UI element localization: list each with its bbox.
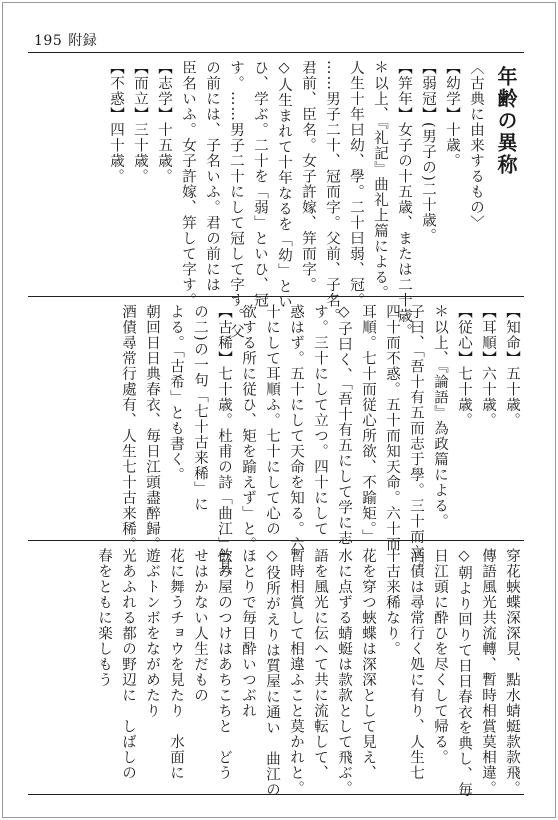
text-line: 十にして耳順ふ。七十にして心の [264,304,280,537]
running-header [34,30,97,50]
text-line: 惑はず。五十にして天命を知る。六 [288,304,304,552]
text-line: 遊ぶトンボをながめたり [144,548,160,719]
text-line: 【笄年】女子の十五歳、または二十歳。 [396,60,412,339]
text-line: 語を風光に伝へて共に流転して、 [312,548,328,781]
page-title: 年齢の異称 [494,66,518,176]
text-line: 花を穿つ蛺蝶は深深として見え、 [360,548,376,781]
text-line: ◇子曰く、「吾十有五にして学に志 [336,304,352,547]
header-rule [28,52,524,53]
text-line: 【志学】十五歳。 [156,60,172,184]
text-line: 酒債尋常行處有、人生七十古来稀。 [120,304,136,552]
text-line: 【弱冠】(男子の)二十歳。 [420,60,436,244]
text-line: 十古来稀なり。 [384,548,400,657]
text-line: 穿花蛺蝶深深見、點水蜻蜓款款飛。 [504,548,520,796]
bottom-text-block [92,548,524,798]
text-line: 子曰、「吾十有五而志于學。三十而立。 [408,304,424,576]
text-line: 【幼学】十歳。 [444,60,460,169]
text-line: の前には、子名いふ。君の前には [204,60,220,293]
text-line: ◇人生まれて十年なるを「幼」とい [276,60,292,310]
text-line: せはかない人生だもの [192,548,208,703]
text-line: ほとりで毎日酔いつぶれ [240,548,256,719]
text-line: 暫時相賞して相違ふこと莫かれと。 [288,548,304,796]
text-line: 耳順。七十而従心所欲、不踰矩。」 [360,304,376,545]
text-line: 日江頭に酔ひを尽くして帰る。 [432,548,448,765]
text-line: 水に点ずる蜻蜓は款款として飛ぶ。 [336,548,352,796]
text-line: 【而立】三十歳。 [132,60,148,184]
text-line: ひ、学ぶ。二十を「弱」といひ、冠 [252,60,268,308]
text-line: 【古稀】七十歳。杜甫の詩「曲江」(其 [216,304,232,575]
text-line: す。三十にして立つ。四十にして [312,304,328,537]
text-line: 飲み屋のつけはあちこちと どう [216,548,232,781]
top-text-block [104,60,488,339]
text-line: 傳語風光共流轉、暫時相賞莫相違。 [480,548,496,796]
text-line: 春をともに楽しもう [96,548,112,688]
text-line: 〈古典に由来するもの〉 [468,60,484,231]
text-line: 欲する所に従ひ、矩を踰えず」と。 [240,304,256,552]
text-line: 酒債は尋常行く処に有り、人生七 [408,548,424,781]
footer-rule [28,794,524,795]
text-line: 【知命】五十歳。 [504,304,520,428]
text-line: ＊以上、『論語』為政篇による。 [432,304,448,530]
middle-text-block [116,304,524,576]
text-line: ◇朝より回りて日日春衣を典し、毎 [456,548,472,798]
text-line: ＊以上、『礼記』曲礼上篇による。 [372,60,388,301]
text-line: 【従心】七十歳。 [456,304,472,428]
text-line: ……男子二十、冠而字。父前、子名。 [324,60,340,324]
text-line: 光あふれる都の野辺に しばしの [120,548,136,781]
text-line: 四十而不惑。五十而知天命。六十而 [384,304,400,552]
page-number: 195 [34,33,63,49]
text-line: 花に舞うチョウを見たり 水面に [168,548,184,781]
section-label: 附録 [68,33,98,49]
text-line: 【耳順】六十歳。 [480,304,496,428]
section-rule-lower [28,540,524,541]
text-line: 臣名いふ。女子許嫁、笄して字す。 [180,60,196,308]
text-line: 【不惑】四十歳。 [108,60,124,184]
text-line: の二)の一句「七十古来稀」に [192,304,208,513]
text-line: 人生十年曰幼、學。二十曰弱、冠。 [348,60,364,308]
text-line: 朝回日日典春衣、毎日江頭盡醉歸。 [144,304,160,552]
text-line: 君前、臣名。女子許嫁、笄而字。 [300,60,316,293]
section-rule-upper [28,296,524,297]
text-line: す。……男子二十にして冠して字す。父 [228,60,244,339]
text-line: ◇役所がえりは質屋に通い 曲江の [264,548,280,798]
text-line: よる。「古希」とも書く。 [168,304,184,483]
